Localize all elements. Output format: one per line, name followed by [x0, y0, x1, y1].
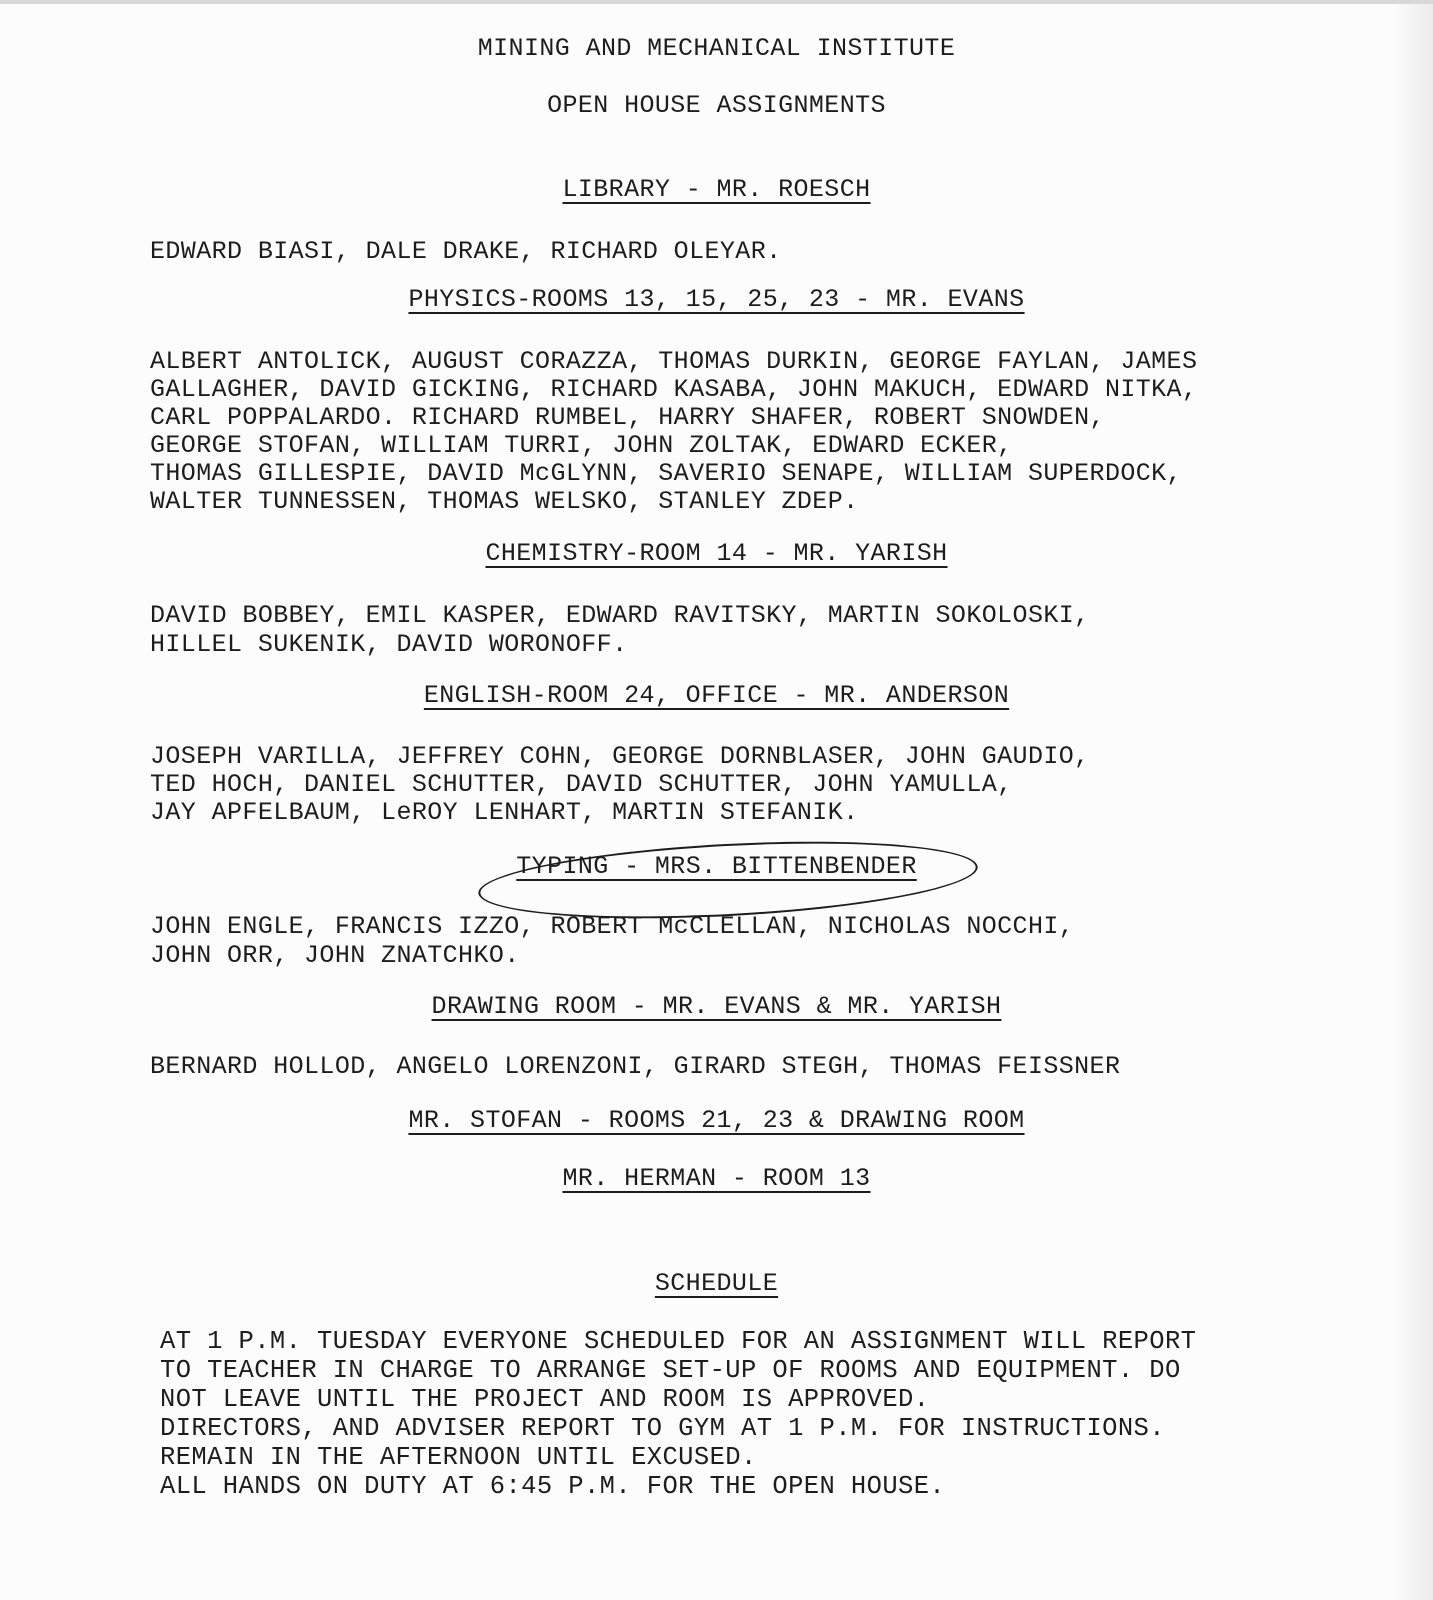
english-names-line-1: JOSEPH VARILLA, JEFFREY COHN, GEORGE DORNBLASER, JOHN GAUDIO,: [150, 742, 1090, 771]
library-heading: LIBRARY - MR. ROESCH: [562, 175, 871, 204]
typing-names-line-1: JOHN ENGLE, FRANCIS IZZO, ROBERT McCLELLAN, NICHOLAS NOCCHI,: [150, 912, 1075, 941]
physics-names-line-4: GEORGE STOFAN, WILLIAM TURRI, JOHN ZOLTAK, EDWARD ECKER,: [150, 431, 1013, 460]
physics-names-line-5: THOMAS GILLESPIE, DAVID McGLYNN, SAVERIO SENAPE, WILLIAM SUPERDOCK,: [150, 459, 1182, 488]
document-title: MINING AND MECHANICAL INSTITUTE: [477, 34, 956, 63]
herman-heading: MR. HERMAN - ROOM 13: [562, 1164, 871, 1193]
physics-heading: PHYSICS-ROOMS 13, 15, 25, 23 - MR. EVANS: [408, 285, 1025, 314]
stofan-heading: MR. STOFAN - ROOMS 21, 23 & DRAWING ROOM: [408, 1106, 1025, 1135]
schedule-line-2: TO TEACHER IN CHARGE TO ARRANGE SET-UP OF ROOMS AND EQUIPMENT. DO: [160, 1356, 1181, 1385]
physics-names-line-2: GALLAGHER, DAVID GICKING, RICHARD KASABA, JOHN MAKUCH, EDWARD NITKA,: [150, 375, 1198, 404]
typing-heading: TYPING - MRS. BITTENBENDER: [516, 852, 917, 881]
schedule-line-3: NOT LEAVE UNTIL THE PROJECT AND ROOM IS APPROVED.: [160, 1385, 930, 1414]
typing-names-line-2: JOHN ORR, JOHN ZNATCHKO.: [150, 941, 520, 970]
chemistry-names-line-2: HILLEL SUKENIK, DAVID WORONOFF.: [150, 630, 628, 659]
schedule-line-4: DIRECTORS, AND ADVISER REPORT TO GYM AT 1 P.M. FOR INSTRUCTIONS.: [160, 1414, 1165, 1443]
english-names-line-3: JAY APFELBAUM, LeROY LENHART, MARTIN STEFANIK.: [150, 798, 859, 827]
chemistry-names-line-1: DAVID BOBBEY, EMIL KASPER, EDWARD RAVITSKY, MARTIN SOKOLOSKI,: [150, 601, 1090, 630]
physics-names-line-3: CARL POPPALARDO. RICHARD RUMBEL, HARRY SHAFER, ROBERT SNOWDEN,: [150, 403, 1105, 432]
schedule-heading: SCHEDULE: [654, 1269, 779, 1298]
english-heading: ENGLISH-ROOM 24, OFFICE - MR. ANDERSON: [423, 681, 1010, 710]
drawing-names-line-1: BERNARD HOLLOD, ANGELO LORENZONI, GIRARD STEGH, THOMAS FEISSNER: [150, 1052, 1121, 1081]
drawing-heading: DRAWING ROOM - MR. EVANS & MR. YARISH: [431, 992, 1002, 1021]
document-subtitle: OPEN HOUSE ASSIGNMENTS: [547, 91, 886, 120]
schedule-line-5: REMAIN IN THE AFTERNOON UNTIL EXCUSED.: [160, 1443, 757, 1472]
schedule-line-6: ALL HANDS ON DUTY AT 6:45 P.M. FOR THE OPEN HOUSE.: [160, 1472, 946, 1501]
english-names-line-2: TED HOCH, DANIEL SCHUTTER, DAVID SCHUTTER, JOHN YAMULLA,: [150, 770, 1013, 799]
schedule-line-1: AT 1 P.M. TUESDAY EVERYONE SCHEDULED FOR AN ASSIGNMENT WILL REPORT: [160, 1327, 1197, 1356]
page-edge-shadow: [1393, 4, 1433, 1600]
chemistry-heading: CHEMISTRY-ROOM 14 - MR. YARISH: [485, 539, 948, 568]
physics-names-line-6: WALTER TUNNESSEN, THOMAS WELSKO, STANLEY ZDEP.: [150, 487, 859, 516]
physics-names-line-1: ALBERT ANTOLICK, AUGUST CORAZZA, THOMAS DURKIN, GEORGE FAYLAN, JAMES: [150, 347, 1198, 376]
library-names-line-1: EDWARD BIASI, DALE DRAKE, RICHARD OLEYAR.: [150, 237, 782, 266]
